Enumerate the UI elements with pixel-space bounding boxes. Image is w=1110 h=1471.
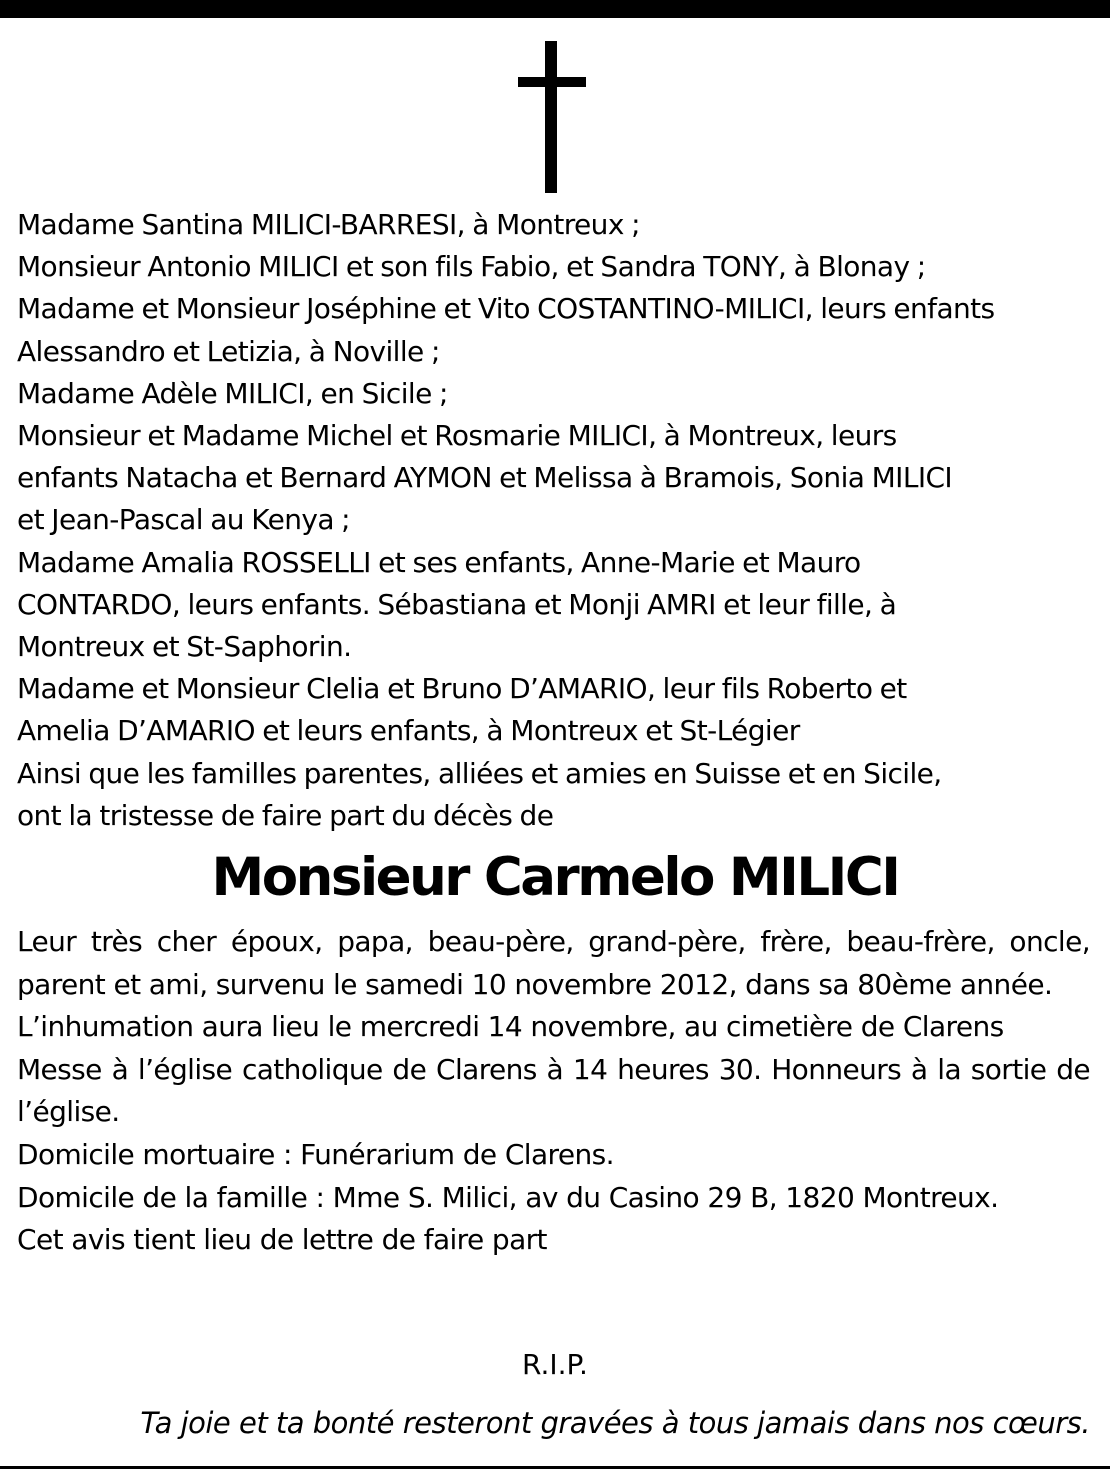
cross-icon: [518, 41, 586, 193]
family-address-text: Domicile de la famille : Mme S. Milici, av du Casino 29 B, 1820 Montreux.: [17, 1180, 999, 1214]
family-list: [17, 204, 1102, 837]
notice-text: Cet avis tient lieu de lettre de faire part: [17, 1223, 547, 1257]
bottom-rule: [0, 1466, 1110, 1469]
family-line: Amelia D’AMARIO et leurs enfants, à Montreux et St-Légier: [17, 714, 800, 748]
obituary-details: [17, 921, 1090, 1262]
tribute-text: Leur très cher époux, papa, beau-père, grand-père, frère, beau-frère, oncle, parent et ami, survenu le samedi 10 novembre 2012, dans sa 80ème année.: [17, 925, 1090, 1001]
deceased-name: Monsieur Carmelo MILICI: [211, 847, 899, 908]
family-line: Madame Adèle MILICI, en Sicile ;: [17, 376, 448, 410]
family-line: Madame et Monsieur Joséphine et Vito COSTANTINO-MILICI, leurs enfants: [17, 292, 995, 326]
top-rule: [0, 0, 1110, 18]
family-line: enfants Natacha et Bernard AYMON et Melissa à Bramois, Sonia MILICI: [17, 461, 953, 495]
mortuary-text: Domicile mortuaire : Funérarium de Clarens.: [17, 1137, 614, 1171]
family-line: CONTARDO, leurs enfants. Sébastiana et Monji AMRI et leur fille, à: [17, 587, 897, 621]
family-line: Monsieur Antonio MILICI et son fils Fabio, et Sandra TONY, à Blonay ;: [17, 250, 926, 284]
family-line: Madame Santina MILICI-BARRESI, à Montreux ;: [17, 208, 640, 241]
family-line: Montreux et St-Saphorin.: [17, 630, 352, 664]
family-line: et Jean-Pascal au Kenya ;: [17, 503, 351, 537]
mass-text: Messe à l’église catholique de Clarens à 14 heures 30. Honneurs à la sortie de l’église.: [17, 1052, 1090, 1129]
family-line: Madame et Monsieur Clelia et Bruno D’AMARIO, leur fils Roberto et: [17, 672, 907, 706]
family-line: ont la tristesse de faire part du décès de: [17, 798, 554, 832]
motto-text: Ta joie et ta bonté resteront gravées à tous jamais dans nos cœurs.: [140, 1406, 1090, 1440]
family-line: Alessandro et Letizia, à Noville ;: [17, 334, 440, 368]
burial-text: L’inhumation aura lieu le mercredi 14 novembre, au cimetière de Clarens: [17, 1010, 1004, 1044]
family-line: Ainsi que les familles parentes, alliées et amies en Suisse et en Sicile,: [17, 756, 942, 790]
family-line: Monsieur et Madame Michel et Rosmarie MILICI, à Montreux, leurs: [17, 419, 897, 453]
family-line: Madame Amalia ROSSELLI et ses enfants, Anne-Marie et Mauro: [17, 545, 861, 579]
rip-text: R.I.P.: [522, 1348, 588, 1381]
